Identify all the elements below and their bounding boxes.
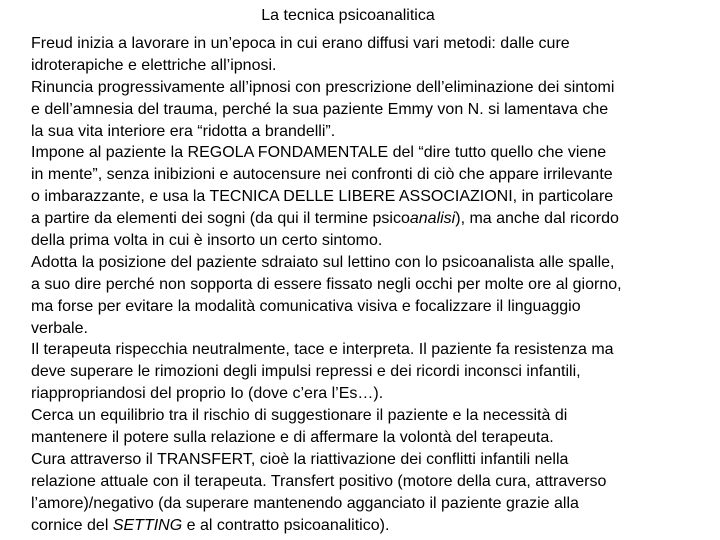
text-line: verbale. (31, 319, 88, 337)
text-line: relazione attuale con il terapeuta. Transfert positivo (motore della cura, attraverso (31, 472, 607, 490)
text-line: Freud inizia a lavorare in un’epoca in cui erano diffusi vari metodi: dalle cure (31, 35, 570, 52)
text-line: la sua vita interiore era “ridotta a brandelli”. (31, 122, 336, 140)
text-line: Cerca un equilibrio tra il rischio di suggestionare il paziente e la necessità di (31, 407, 568, 425)
text-line: o imbarazzante, e usa la TECNICA DELLE LIBERE ASSOCIAZIONI, in particolare (31, 188, 614, 206)
slide-title: La tecnica psicoanalitica (261, 7, 435, 24)
text-line: cornice del SETTING e al contratto psicoanalitico). (31, 516, 390, 534)
text-line: ma forse per evitare la modalità comunicativa visiva e focalizzare il linguaggio (31, 297, 581, 315)
text-line: in mente”, senza inibizioni e autocensure nei confronti di ciò che appare irrilevante (31, 166, 613, 184)
text-line: e dell’amnesia del trauma, perché la sua paziente Emmy von N. si lamentava che (31, 100, 609, 118)
text-line: riappropriandosi del proprio Io (dove c’era l’Es…). (31, 385, 384, 403)
emphasis-text: SETTING (112, 516, 183, 534)
text-line: Impone al paziente la REGOLA FONDAMENTALE del “dire tutto quello che viene (31, 144, 607, 162)
text-line: deve superare le rimozioni degli impulsi repressi e dei ricordi inconsci infantili, (31, 363, 581, 381)
text-line: l’amore)/negativo (da superare mantenendo agganciato il paziente grazie alla (31, 494, 579, 512)
slide-body-text (31, 33, 715, 536)
text-line: della prima volta in cui è insorto un certo sintomo. (31, 232, 383, 250)
text-line: idroterapiche e elettriche all’ipnosi. (31, 56, 277, 74)
text-line: a suo dire perché non sopporta di essere fissato negli occhi per molte ore al giorno, (31, 275, 622, 293)
emphasis-text: analisi (409, 210, 456, 228)
text-line: Adotta la posizione del paziente sdraiato sul lettino con lo psicoanalista alle spalle, (31, 253, 615, 271)
text-line: Rinuncia progressivamente all’ipnosi con prescrizione dell’eliminazione dei sintomi (31, 78, 615, 96)
text-line: a partire da elementi dei sogni (da qui il termine psicoanalisi), ma anche dal ricordo (31, 210, 619, 228)
text-line: Il terapeuta rispecchia neutralmente, tace e interpreta. Il paziente fa resistenza ma (31, 341, 614, 359)
text-line: mantenere il potere sulla relazione e di affermare la volontà del terapeuta. (31, 429, 554, 447)
text-line: Cura attraverso il TRANSFERT, cioè la riattivazione dei conflitti infantili nella (31, 450, 569, 468)
